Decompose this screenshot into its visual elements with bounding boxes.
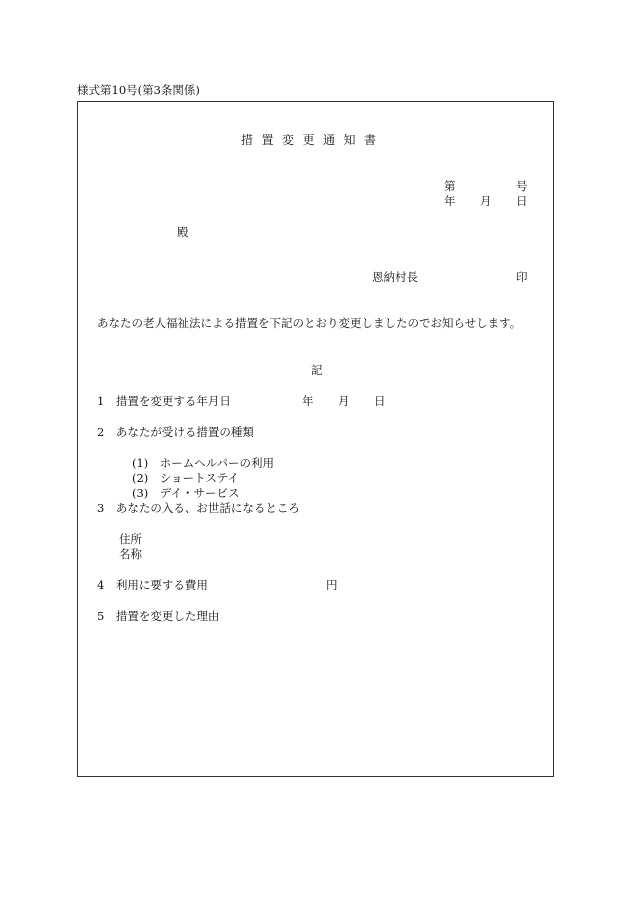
option-short-stay: (2) ショートステイ [132, 471, 239, 485]
address-label: 住所 [119, 532, 142, 546]
item-3-label: 3 あなたの入る、お世話になるところ [97, 501, 300, 515]
date-year: 年 [444, 194, 456, 208]
option-home-helper: (1) ホームヘルパーの利用 [132, 456, 274, 470]
item-4-label: 4 利用に要する費用 [97, 578, 208, 592]
number-prefix: 第 [444, 179, 456, 193]
ki-heading: 記 [311, 363, 323, 377]
facility-name-label: 名称 [119, 547, 142, 561]
item-5-label: 5 措置を変更した理由 [97, 609, 220, 623]
document-title: 措置変更通知書 [241, 133, 385, 147]
option-day-service: (3) デイ・サービス [132, 486, 240, 500]
item-1-label: 1 措置を変更する年月日 [97, 394, 231, 408]
form-number-label: 様式第10号(第3条関係) [77, 83, 200, 97]
date-day: 日 [516, 194, 528, 208]
number-suffix: 号 [516, 179, 528, 193]
item-1-year: 年 [302, 394, 314, 408]
item-2-label: 2 あなたが受ける措置の種類 [97, 425, 254, 439]
body-text: あなたの老人福祉法による措置を下記のとおり変更しましたのでお知らせします。 [97, 316, 522, 330]
date-month: 月 [480, 194, 492, 208]
seal-mark: 印 [516, 270, 528, 284]
item-1-day: 日 [374, 394, 386, 408]
addressee-suffix: 殿 [177, 225, 189, 239]
cost-unit: 円 [326, 578, 338, 592]
issuer-name: 恩納村長 [372, 270, 418, 284]
item-1-month: 月 [338, 394, 350, 408]
